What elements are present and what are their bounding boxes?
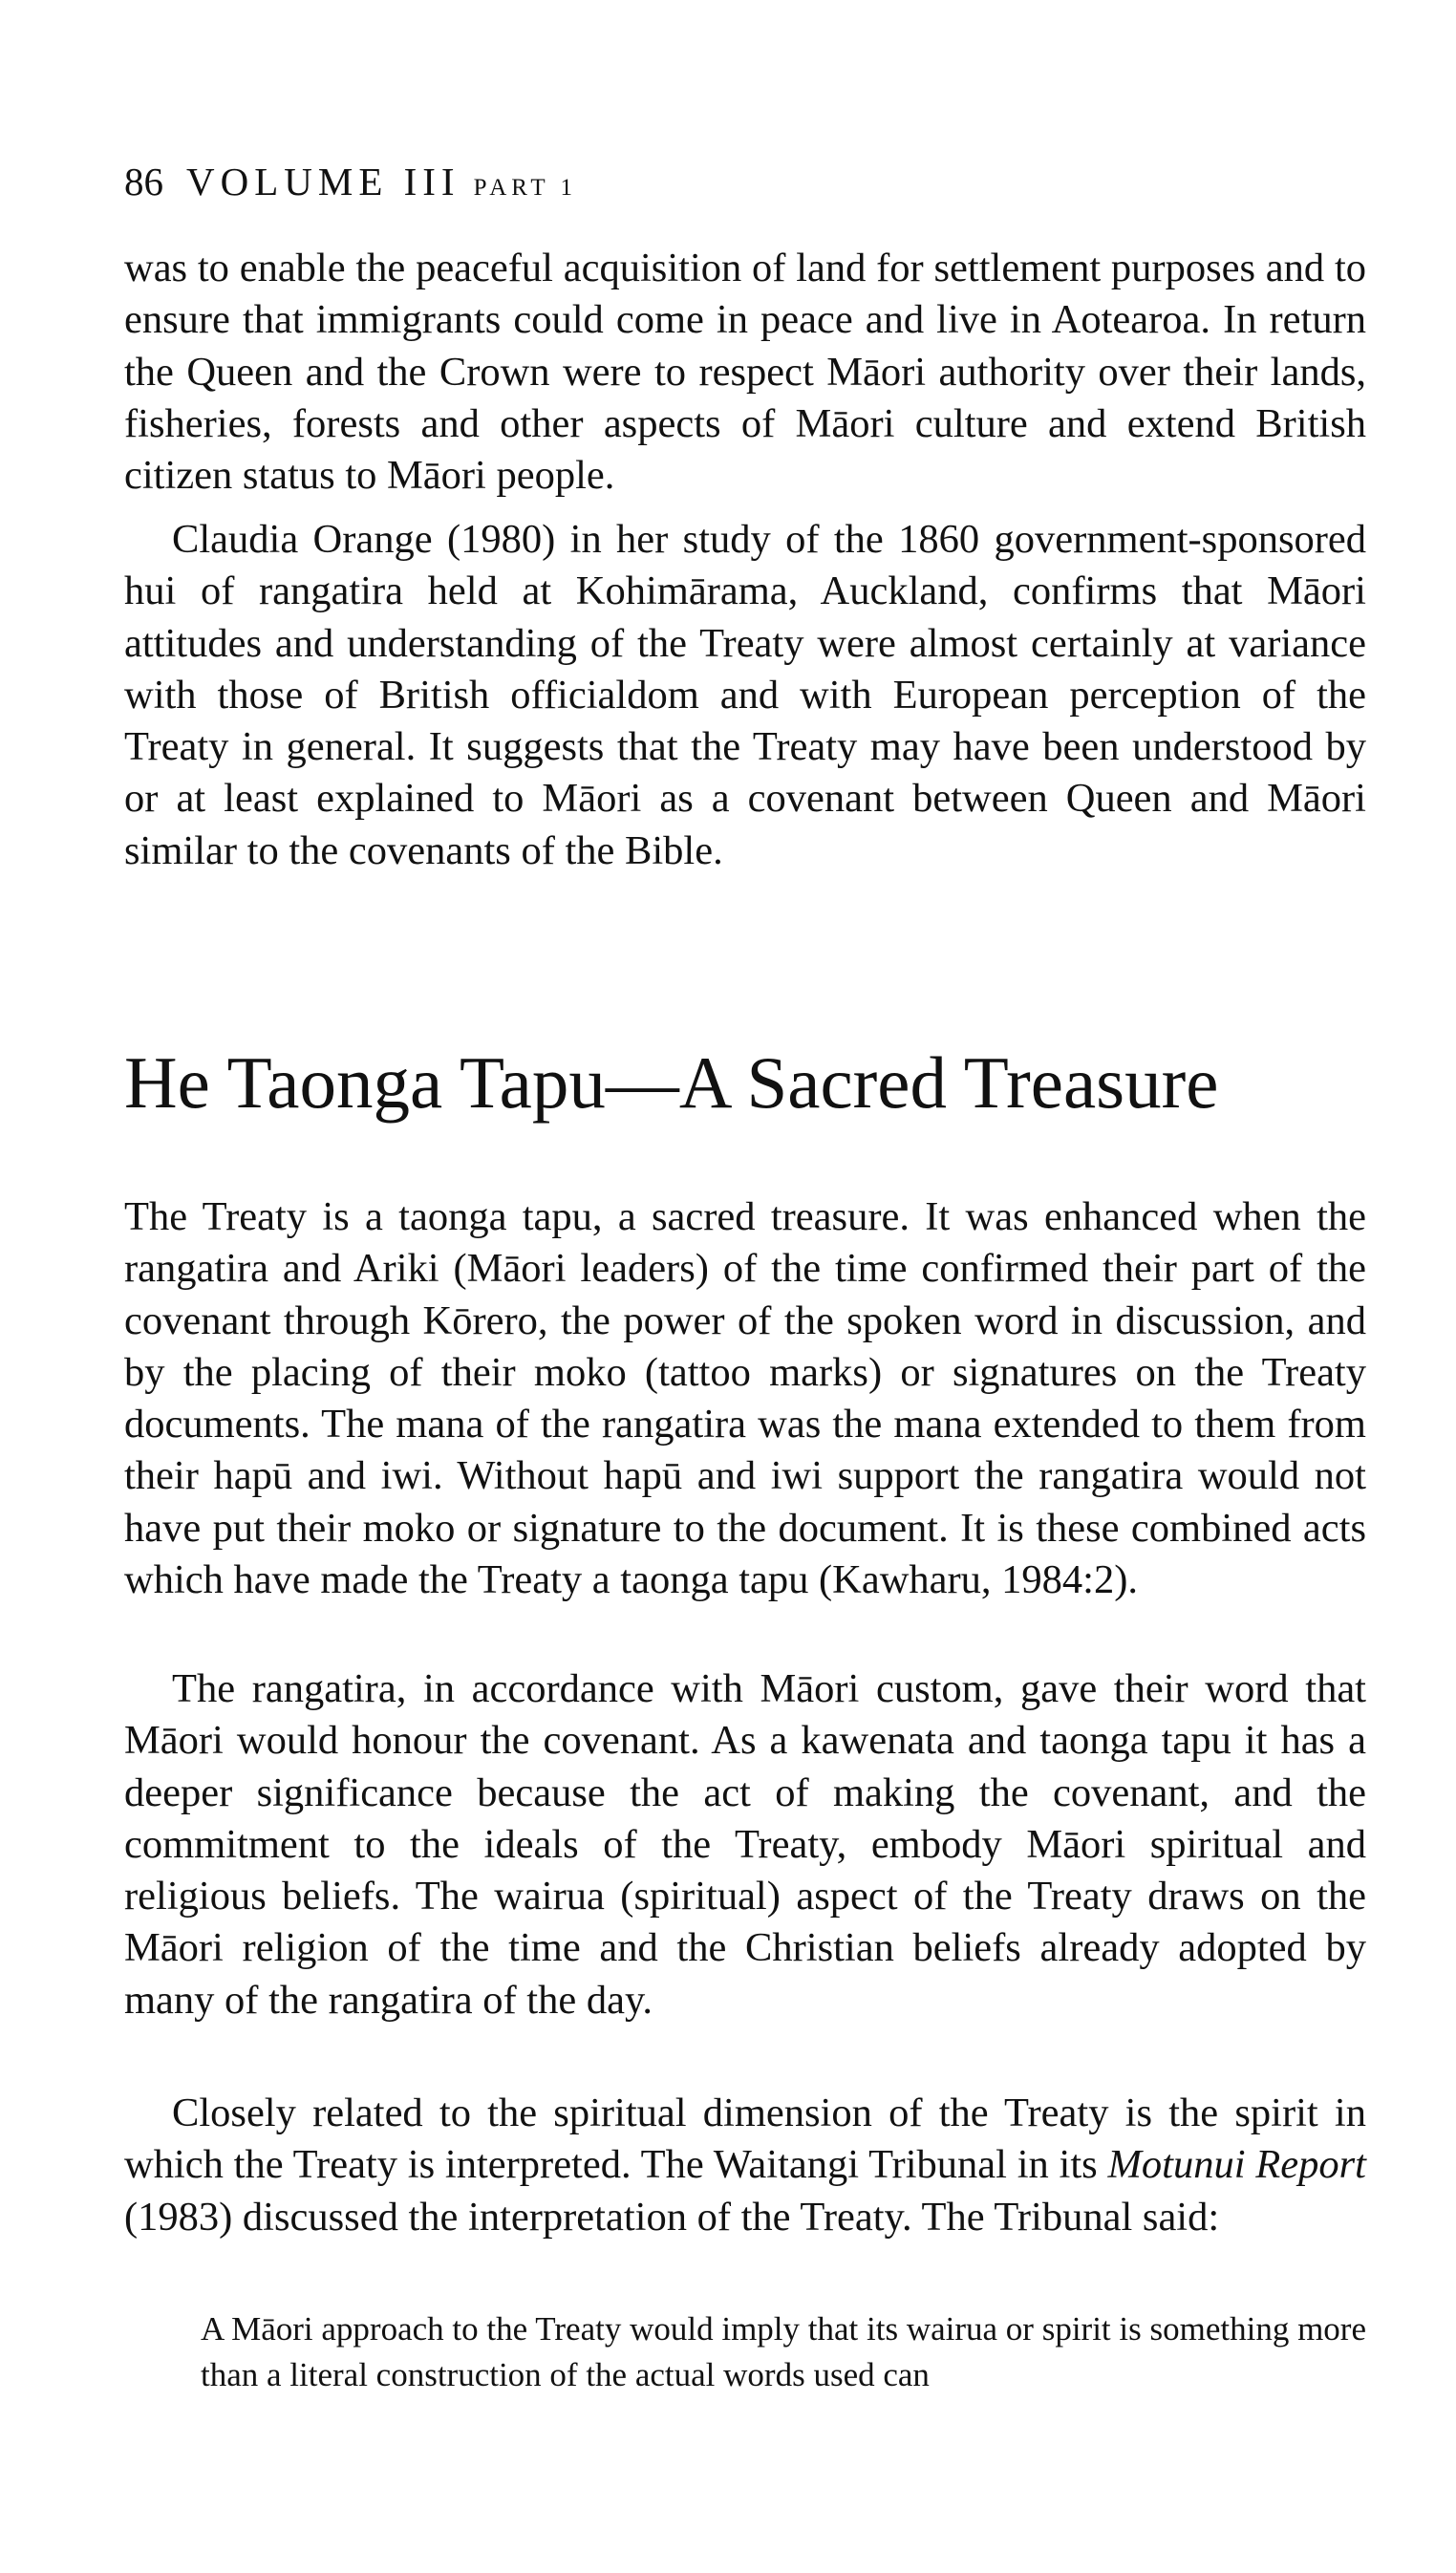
section-heading: He Taonga Tapu—A Sacred Treasure: [124, 1041, 1219, 1124]
running-head: [124, 159, 577, 204]
paragraph-continuation: was to enable the peaceful acquisition of land for settlement purposes and to ensure that immigrants could come in peace and live in Aotearoa. In return the Queen and the Crown were to respect Māori authority over their lands, fisheries, forests and other aspects of Māori culture and extend British citizen status to Māori people.: [124, 246, 1366, 499]
p5-text-end: (1983) discussed the interpretation of the Treaty. The Tribunal said:: [124, 2194, 1220, 2240]
volume-label: VOLUME III: [186, 160, 460, 204]
paragraph-orange-study: Claudia Orange (1980) in her study of the 1860 government-sponsored hui of rangatira held at Kohimārama, Auckland, confirms that Māori attitudes and understanding of the Treaty were almost certainly at variance with those of British officialdom and with European perception of the Treaty in general. It suggests that the Treaty may have been understood by or at least explained to Māori as a covenant between Queen and Māori similar to the covenants of the Bible.: [124, 517, 1366, 873]
tribunal-quote: A Māori approach to the Treaty would imply that its wairua or spirit is something more than a literal construction of the actual words used can: [201, 2310, 1366, 2393]
page-number: 86: [124, 160, 163, 204]
p5-text-start: Closely related to the spiritual dimension of the Treaty is the spirit in which the Treaty is interpreted. The Waitangi Tribunal in its: [124, 2091, 1366, 2188]
paragraph-rangatira: The rangatira, in accordance with Māori custom, gave their word that Māori would honour the covenant. As a kawenata and taonga tapu it has a deeper significance because the act of making the covenant, and the commitment to the ideals of the Treaty, embody Māori spiritual and religious beliefs. The wairua (spiritual) aspect of the Treaty draws on the Māori religion of the time and the Christian beliefs already adopted by many of the rangatira of the day.: [124, 1666, 1366, 2023]
report-title: Motunui Report: [1107, 2142, 1366, 2188]
paragraph-spirit-interpretation: [124, 2088, 1366, 2243]
paragraph-taonga-tapu: The Treaty is a taonga tapu, a sacred treasure. It was enhanced when the rangatira and Ariki (Māori leaders) of the time confirmed their part of the covenant through Kōrero, the power of the spoken word in discussion, and by the placing of their moko (tattoo marks) or signatures on the Treaty documents. The mana of the rangatira was the mana extended to them from their hapū and iwi. Without hapū and iwi support the rangatira would not have put their moko or signature to the document. It is these combined acts which have made the Treaty a taonga tapu (Kawharu, 1984:2).: [124, 1194, 1366, 1603]
part-label: PART 1: [473, 175, 577, 201]
